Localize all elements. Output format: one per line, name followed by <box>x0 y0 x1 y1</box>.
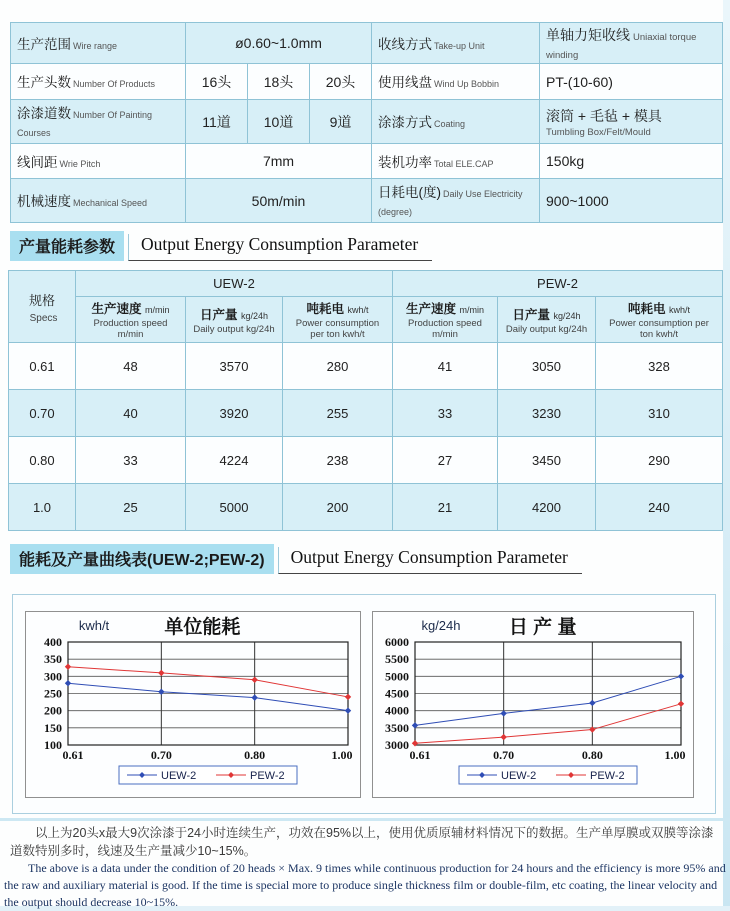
page-edge-tint-right <box>723 0 730 911</box>
spec-label <box>372 64 540 100</box>
data-row <box>9 390 723 437</box>
spec-value: 9道 <box>310 100 372 144</box>
value-cn: PT-(10-60) <box>546 73 613 90</box>
svg-text:1.00: 1.00 <box>331 748 353 762</box>
svg-text:0.70: 0.70 <box>493 748 515 762</box>
col-header: 生产速度 m/min Production speed m/min <box>393 297 498 343</box>
spec-label <box>11 144 186 179</box>
svg-text:4000: 4000 <box>385 703 409 718</box>
label-cn: 线间距 <box>17 154 58 170</box>
spec-value: 11道 <box>186 100 248 144</box>
data-cell: 238 <box>283 437 393 484</box>
spec-label <box>372 100 540 144</box>
section-title-cn: 能耗及产量曲线表(UEW-2;PEW-2) <box>10 544 274 574</box>
svg-text:日 产 量: 日 产 量 <box>508 617 577 638</box>
label-en: Wrie Pitch <box>59 158 101 169</box>
svg-text:6000: 6000 <box>385 635 409 649</box>
svg-text:100: 100 <box>44 738 62 752</box>
spec-value <box>540 144 723 179</box>
svg-text:5500: 5500 <box>385 652 409 667</box>
label-cn: 涂漆道数 <box>17 106 71 121</box>
label-en: Wind Up Bobbin <box>434 79 500 89</box>
spec-value <box>540 23 723 64</box>
data-row <box>9 437 723 484</box>
spec-value: 10道 <box>248 100 310 144</box>
data-cell: 41 <box>393 343 498 390</box>
value-en: Tumbling Box/Felt/Mould <box>546 126 651 138</box>
value-cn: 150kg <box>546 153 585 169</box>
value-cn: 滚筒 + 毛毡 + 模具 <box>546 107 662 124</box>
svg-text:250: 250 <box>44 686 62 701</box>
data-cell: 4224 <box>186 437 283 484</box>
svg-text:0.80: 0.80 <box>244 748 266 762</box>
data-cell: 21 <box>393 484 498 531</box>
label-cn: 涂漆方式 <box>378 115 433 130</box>
label-cn: 使用线盘 <box>378 75 433 90</box>
svg-text:0.70: 0.70 <box>150 748 172 762</box>
svg-text:350: 350 <box>44 652 62 667</box>
divider-stripe <box>0 818 730 821</box>
data-cell: 3450 <box>498 437 596 484</box>
group-header-row <box>9 271 723 297</box>
label-en: Number Of Products <box>73 79 156 89</box>
label-cn: 生产头数 <box>17 75 71 90</box>
charts-container <box>12 594 716 814</box>
svg-text:3000: 3000 <box>385 738 409 752</box>
data-cell: 310 <box>596 390 723 437</box>
col-header: 日产量 kg/24h Daily output kg/24h <box>186 297 283 343</box>
spec-row <box>11 144 723 179</box>
spec-row <box>11 64 723 100</box>
spec-value: 20头 <box>310 64 372 100</box>
data-cell: 280 <box>283 343 393 390</box>
unit-energy-chart <box>25 611 361 798</box>
label-cn: 规格 <box>28 292 55 308</box>
data-cell: 3230 <box>498 390 596 437</box>
spec-value: 16头 <box>186 64 248 100</box>
spec-row <box>11 179 723 223</box>
section-header-curve-charts <box>10 544 582 574</box>
data-row <box>9 484 723 531</box>
data-cell: 5000 <box>186 484 283 531</box>
spec-label <box>11 64 186 100</box>
data-cell: 33 <box>393 390 498 437</box>
data-cell: 240 <box>596 484 723 531</box>
spec-value: 7mm <box>186 144 372 179</box>
spec-value: 18头 <box>248 64 310 100</box>
label-en: Take-up Unit <box>434 40 485 51</box>
svg-text:UEW-2: UEW-2 <box>501 770 537 782</box>
spec-value <box>540 179 723 223</box>
svg-text:0.61: 0.61 <box>409 748 431 762</box>
col-header: 生产速度 m/min Production speed m/min <box>76 297 186 343</box>
footnote-english: The above is a data under the condition of 20 heads × Max. 9 times while continuous production for 24 hours and the efficiency is more 95% and the raw and auxiliary material is good. If the time is special more to produce single thickness film or double-film, etc coating, the linear velocity and the output should decrease 10~15%. <box>4 861 726 909</box>
data-cell: 48 <box>76 343 186 390</box>
svg-text:UEW-2: UEW-2 <box>161 770 197 782</box>
spec-size-cell: 0.80 <box>9 437 76 484</box>
svg-text:150: 150 <box>44 720 62 735</box>
spec-label <box>372 179 540 223</box>
data-cell: 3570 <box>186 343 283 390</box>
label-cn: 机械速度 <box>17 194 71 209</box>
data-cell: 40 <box>76 390 186 437</box>
output-energy-table <box>8 270 723 531</box>
spec-label <box>11 100 186 144</box>
data-cell: 3920 <box>186 390 283 437</box>
data-cell: 255 <box>283 390 393 437</box>
spec-size-cell: 0.61 <box>9 343 76 390</box>
svg-text:kg/24h: kg/24h <box>421 618 461 633</box>
label-cn: 收线方式 <box>378 36 433 52</box>
section-header-output-params <box>10 231 432 261</box>
svg-text:单位能耗: 单位能耗 <box>164 617 241 638</box>
col-header: 吨耗电 kwh/t Power consumption per ton kwh/t <box>596 297 723 343</box>
label-cn: 日耗电(度) <box>378 185 442 200</box>
spec-label <box>11 179 186 223</box>
value-en: Uniaxial torque winding <box>546 32 697 61</box>
specs-header-cell <box>9 271 76 343</box>
data-cell: 25 <box>76 484 186 531</box>
section-title-en: Output Energy Consumption Parameter <box>128 234 432 261</box>
spec-size-cell: 0.70 <box>9 390 76 437</box>
data-cell: 33 <box>76 437 186 484</box>
spec-size-cell: 1.0 <box>9 484 76 531</box>
svg-text:0.80: 0.80 <box>581 748 603 762</box>
svg-text:3500: 3500 <box>385 720 409 735</box>
label-en: Number Of Painting Courses <box>17 110 153 138</box>
svg-text:300: 300 <box>44 669 62 684</box>
svg-text:0.61: 0.61 <box>62 748 84 762</box>
daily-output-chart <box>372 611 694 798</box>
label-cn: 生产范围 <box>17 36 71 52</box>
data-row <box>9 343 723 390</box>
spec-value: ø0.60~1.0mm <box>186 23 372 64</box>
spec-row <box>11 100 723 144</box>
value-cn: 单轴力矩收线 <box>546 27 631 43</box>
column-header-row <box>9 297 723 343</box>
svg-text:kwh/t: kwh/t <box>78 618 110 633</box>
label-en: Mechanical Speed <box>73 198 148 208</box>
spec-label <box>372 23 540 64</box>
svg-text:5000: 5000 <box>385 669 409 684</box>
label-en: Wire range <box>73 40 118 51</box>
label-cn: 装机功率 <box>378 154 433 170</box>
group-header-pew2: PEW-2 <box>393 271 723 297</box>
label-en: Specs <box>29 312 58 324</box>
spec-label <box>11 23 186 64</box>
svg-text:PEW-2: PEW-2 <box>590 770 625 782</box>
group-header-uew2: UEW-2 <box>76 271 393 297</box>
data-cell: 3050 <box>498 343 596 390</box>
spec-row <box>11 23 723 64</box>
value-cn: 900~1000 <box>546 192 609 209</box>
machine-spec-table <box>10 22 723 223</box>
spec-value: 50m/min <box>186 179 372 223</box>
label-en: Coating <box>434 119 466 129</box>
data-cell: 200 <box>283 484 393 531</box>
section-title-en: Output Energy Consumption Parameter <box>278 547 582 574</box>
svg-text:PEW-2: PEW-2 <box>250 770 285 782</box>
data-cell: 27 <box>393 437 498 484</box>
section-title-cn: 产量能耗参数 <box>10 231 124 261</box>
label-en: Total ELE.CAP <box>434 158 494 169</box>
svg-text:400: 400 <box>44 635 62 649</box>
col-header: 日产量 kg/24h Daily output kg/24h <box>498 297 596 343</box>
spec-label <box>372 144 540 179</box>
spec-value <box>540 64 723 100</box>
col-header: 吨耗电 kwh/t Power consumption per ton kwh/t <box>283 297 393 343</box>
label-en: Daily Use Electricity (degree) <box>378 189 523 217</box>
footnote-chinese: 以上为20头x最大9次涂漆于24小时连续生产，功效在95%以上，使用优质原辅材料情况下的数据。生产单厚膜或双膜等涂漆道数特别多时，线速及生产量减少10~15%。 <box>10 826 714 859</box>
spec-value <box>540 100 723 144</box>
svg-text:4500: 4500 <box>385 686 409 701</box>
data-cell: 4200 <box>498 484 596 531</box>
data-cell: 290 <box>596 437 723 484</box>
svg-text:200: 200 <box>44 703 62 718</box>
data-cell: 328 <box>596 343 723 390</box>
svg-text:1.00: 1.00 <box>664 748 686 762</box>
